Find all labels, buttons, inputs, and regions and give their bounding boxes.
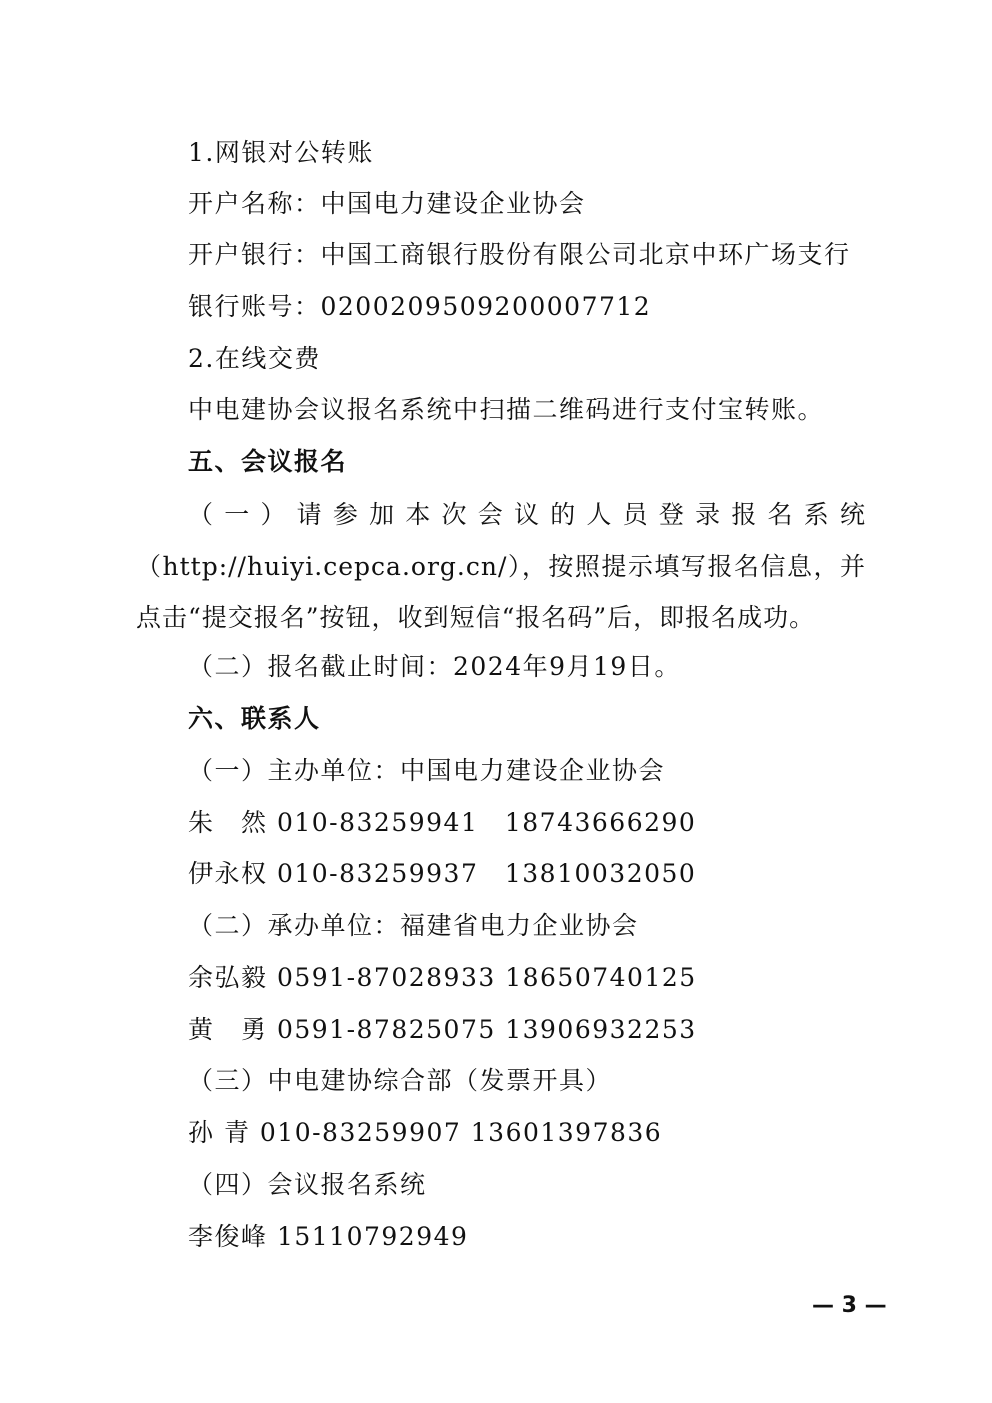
registration-deadline: （二）报名截止时间：2024年9月19日。 xyxy=(188,652,681,681)
account-name: 开户名称：中国电力建设企业协会 xyxy=(188,189,586,218)
bank-name: 开户银行：中国工商银行股份有限公司北京中环广场支行 xyxy=(188,240,851,269)
system-contact: 李俊峰 15110792949 xyxy=(188,1222,469,1251)
registration-heading: 五、会议报名 xyxy=(188,447,348,476)
payment-method2-desc: 中电建协会议报名系统中扫描二维码进行支付宝转账。 xyxy=(188,395,825,424)
contacts-heading: 六、联系人 xyxy=(188,704,321,733)
host-unit-title: （一）主办单位：中国电力建设企业协会 xyxy=(188,756,666,785)
payment-method2-title: 2.在线交费 xyxy=(188,344,321,373)
invoice-contact: 孙 青 010-83259907 13601397836 xyxy=(188,1118,663,1147)
host-contact-2: 伊永权 010-83259937 13810032050 xyxy=(188,859,697,888)
account-number: 银行账号：0200209509200007712 xyxy=(188,292,652,321)
organizer-contact-2: 黄 勇 0591-87825075 13906932253 xyxy=(188,1015,697,1044)
host-contact-1: 朱 然 010-83259941 18743666290 xyxy=(188,808,697,837)
organizer-unit-title: （二）承办单位：福建省电力企业协会 xyxy=(188,911,639,940)
page-number: — 3 — xyxy=(812,1293,887,1318)
system-title: （四）会议报名系统 xyxy=(188,1170,427,1199)
registration-item1: （一）请参加本次会议的人员登录报名系统（http://huiyi.cepca.org.cn/），按照提示填写报名信息，并点击“提交报名”按钮，收到短信“报名码”后，即报名成功。 xyxy=(136,500,866,632)
organizer-contact-1: 余弘毅 0591-87028933 18650740125 xyxy=(188,963,697,992)
invoice-dept-title: （三）中电建协综合部（发票开具） xyxy=(188,1066,613,1095)
payment-method1-title: 1.网银对公转账 xyxy=(188,138,374,167)
